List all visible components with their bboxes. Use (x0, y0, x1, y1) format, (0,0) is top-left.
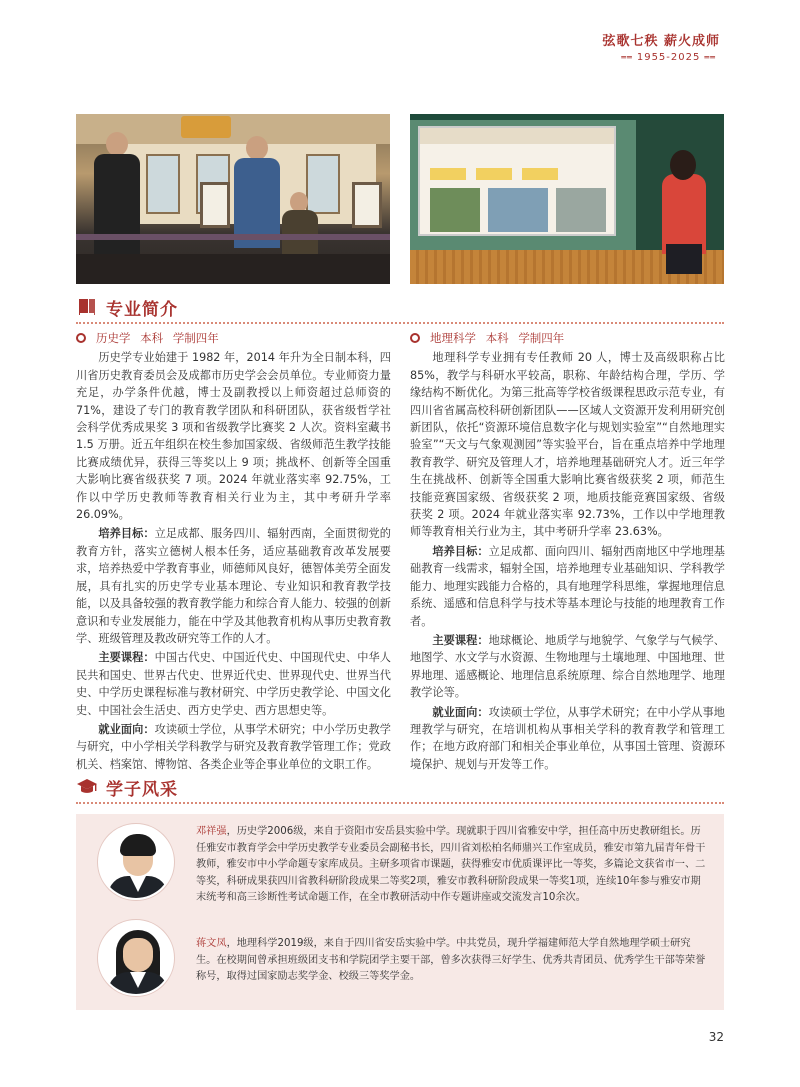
avatar (98, 824, 174, 900)
courses-label: 主要课程： (432, 633, 489, 647)
courses-text: 地球概论、地质学与地貌学、气象学与气候学、地图学、水文学与水资源、生物地理与土壤地理、中国地理、世界地理、遥感概论、地理信息系统原理、综合自然地理学、地理教学论等。 (410, 633, 725, 700)
screen-header-bar (420, 128, 614, 144)
major-duration: 学制四年 (518, 331, 565, 345)
major-career (410, 704, 725, 774)
goal-text: 立足成都、服务四川、辐射西南，全面贯彻党的教育方针，落实立德树人根本任务，适应基础教育改革发展要求，培养热爱中学教育事业，师德师风良好，德智体美劳全面发展，具有扎实的历史学专业基本理论、专业知识和教育教学技能，以及具备较强的教育教学能力和综合育人能力、较强的创新意识和专业发展能力，能在中学及其他教育机构从事历史教育教学、班级管理及教改研究等工作的人才。 (76, 527, 391, 645)
screen-image (556, 188, 606, 232)
major-geography (410, 330, 725, 775)
section-head-students (76, 772, 178, 802)
avatar (98, 920, 174, 996)
screen-tag (430, 168, 466, 180)
photo-artwork-frame (352, 182, 382, 228)
major-goal (410, 543, 725, 630)
career-text: 攻读硕士学位，从事学术研究；中小学历史教学与研究，中小学相关学科教学与研究及教育教学管理工作；党政机关、档案馆、博物馆、各类企业等企事业单位的文职工作。 (76, 722, 391, 771)
photo-person-head (290, 192, 308, 212)
goal-label: 培养目标： (432, 544, 489, 558)
photo-lamp (181, 116, 231, 138)
avatar-face (123, 938, 153, 972)
photo-artwork-frame (200, 182, 230, 228)
major-career (76, 721, 391, 773)
photo-window (146, 154, 180, 214)
major-courses (410, 632, 725, 702)
circle-bullet-icon (410, 333, 420, 343)
major-name: 地理科学 (430, 331, 476, 345)
header-brand (602, 30, 720, 63)
photo-geography-classroom (410, 114, 724, 284)
goal-label: 培养目标： (98, 527, 155, 541)
photo-teacher-skirt (666, 244, 702, 274)
photo-person (282, 210, 318, 254)
major-header (410, 330, 725, 347)
major-intro: 历史学专业始建于 1982 年，2014 年升为全日制本科，四川省历史教育委员会及成都市历史学会会员单位。专业师资力量充足，办学条件优越，博士及副教授以上师资超过总师资的 71%，建设了专门的教育教学团队和科研团队，获省级哲学社会科学优秀成果奖 3 项和省级教学比赛奖 2 人次。资料室藏书 1.5 万册。近五年组织在校生参加国家级、省级师范生教学技能比赛成绩优异，获得三等奖以上 9 项；挑战杯、创新等全国重大影响比赛省级获奖 7 项。2024 年就业落实率 92.75%，工作以中学历史教师等教育相关行业为主，其中考研升学率 26.09%。 (76, 351, 391, 522)
photo-history-exhibition (76, 114, 390, 284)
section-divider (76, 322, 724, 324)
circle-bullet-icon (76, 333, 86, 343)
section-divider (76, 802, 724, 804)
career-label: 就业面向： (98, 722, 155, 736)
major-intro: 地理科学专业拥有专任教师 20 人，博士及高级职称占比 85%，教学与科研水平较高，职称、年龄结构合理，学历、学缘结构不断优化。为第三批高等学校省级课程思政示范专业，有四川省省属高校科研创新团队——区域人文资源开发利用研究创新团队，依托“资源环境信息数字化与规划实验室”“自然地理实验室”“天文与气象观测园”等实验平台，旨在重点培养中学地理教育教学、研究及管理人才，培养地理基础研究人才。近三年学生在挑战杯、创新等全国重大影响比赛省级获奖 2 项，师范生技能竞赛国家级、省级获奖 2 项，地质技能竞赛国家级、省级获奖 2 项。2024 年就业落实率 92.73%，工作以中学地理教师等教育相关行业为主，其中考研升学率 23.63%。 (410, 351, 725, 539)
section-title-majors: 专业简介 (106, 299, 178, 320)
photo-crowd (76, 254, 390, 284)
student-name: 邓祥强 (196, 826, 227, 837)
student-name: 蒋文凤 (196, 938, 227, 949)
goal-text: 立足成都、面向四川、辐射西南地区中学地理基础教育一线需求，辐射全国，培养地理专业基础知识、学科教学能力、地理实践能力合格的，具有地理学科思维，掌握地理信息系统、遥感和信息科学与技术等基本理论与技能的地理教育工作者。 (410, 544, 725, 628)
photo-railing (76, 234, 390, 240)
brand-slogan: 弦歌七秩 薪火成师 (602, 34, 720, 49)
student-profile (196, 936, 706, 986)
graduation-cap-icon (76, 776, 98, 798)
avatar-hair (120, 834, 156, 856)
major-header (76, 330, 391, 347)
section-head-majors (76, 292, 178, 322)
photo-person-head (246, 136, 268, 160)
major-degree: 本科 (485, 331, 509, 345)
screen-tag (522, 168, 558, 180)
major-name: 历史学 (96, 331, 131, 345)
career-text: 攻读硕士学位，从事学术研究；在中小学从事地理教学与研究，在培训机构从事相关学科的教育教学和管理工作；在地方政府部门和相关企事业单位，从事国土管理、资源环境保护、规划与开发等工作。 (410, 705, 725, 771)
major-degree: 本科 (140, 331, 164, 345)
photo-projector-screen (418, 126, 616, 236)
student-profile (196, 824, 706, 907)
major-courses (76, 649, 391, 719)
page-number: 32 (708, 1030, 724, 1044)
student-bio: ，历史学2006级，来自于资阳市安岳县实验中学。现就职于四川省雅安中学，担任高中历史教研组长。历任雅安市教育学会中学历史教学专业委员会副秘书长，四川省刘松柏名师鼎兴工作室成员，雅安市第九届青年骨干教师，雅安市中小学命题专家库成员。主研多项省市课题，获得雅安市优质课评比一等奖，多篇论文获省市一、二等奖，科研成果获四川省教科研阶段成果二等奖2项，雅安市教科研阶段成果一等奖1项，连续10年参与雅安市期末统考和高三诊断性考试命题工作，在全市教研活动中作专题讲座或交流发言10余次。 (196, 826, 706, 904)
courses-label: 主要课程： (98, 651, 155, 665)
photo-person-head (106, 132, 128, 156)
screen-image (430, 188, 480, 232)
brand-years: ══ 1955-2025 ══ (602, 52, 720, 63)
student-bio: ，地理科学2019级，来自于四川省安岳实验中学。中共党员，现升学福建师范大学自然地理学硕士研究生。在校期间曾承担班级团支书和学院团学主要干部，曾多次获得三好学生、优秀共青团员、优秀学生干部等荣誉称号，取得过国家励志奖学金、校级三等奖学金。 (196, 938, 706, 983)
major-goal (76, 525, 391, 647)
career-label: 就业面向： (432, 705, 489, 719)
photo-teacher (662, 174, 706, 254)
courses-text: 中国古代史、中国近代史、中国现代史、中华人民共和国史、世界古代史、世界近代史、世界现代史、世界当代史、中学历史课程标准与教材研究、中学历史教学论、中国文化史、中国社会生活史、西方史学史、西方思想史等。 (76, 651, 391, 717)
section-title-students: 学子风采 (106, 779, 178, 800)
screen-tag (476, 168, 512, 180)
major-history (76, 330, 391, 775)
book-icon (76, 296, 98, 318)
screen-image (488, 188, 548, 232)
student-panel (76, 814, 724, 1010)
photo-teacher-head (670, 150, 696, 180)
photo-window (306, 154, 340, 214)
major-duration: 学制四年 (172, 331, 219, 345)
